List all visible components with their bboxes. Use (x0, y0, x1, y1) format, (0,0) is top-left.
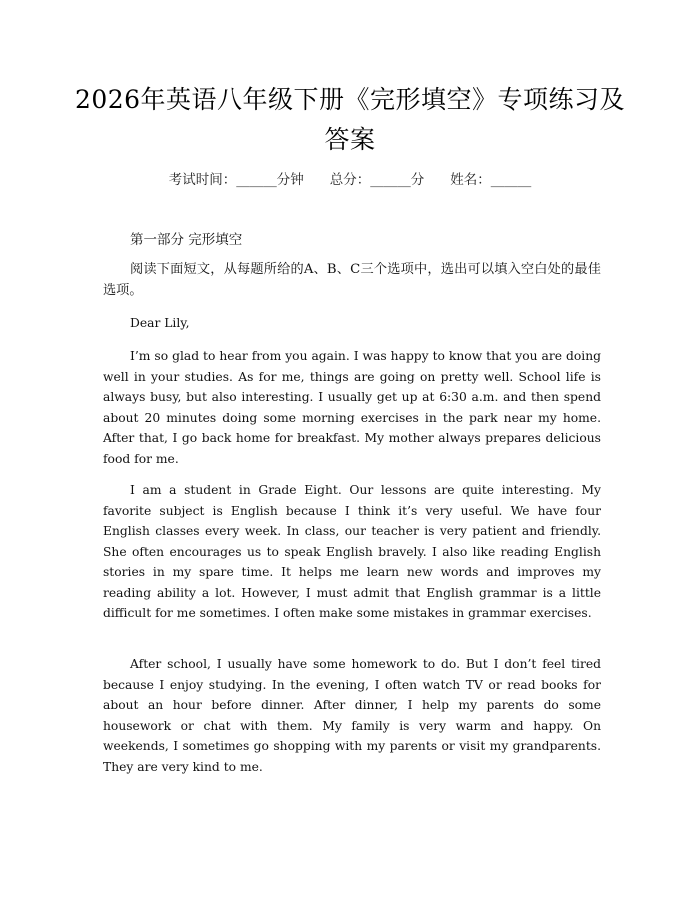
letter-greeting: Dear Lily, (130, 316, 190, 330)
time-unit: 分钟 (276, 172, 304, 188)
letter-paragraph: After school, I usually have some homework to do. But I don’t feel tired because I enjoy studying. In the evening, I often watch TV or read books for about an hour before dinner. After dinner, I help my parents do some housework or chat with them. My family is very warm and happy. On weekends, I sometimes go shopping with my parents or visit my grandparents. They are very kind to me. (103, 657, 601, 774)
exam-info-line (0, 168, 700, 188)
instruction-text: 阅读下面短文，从每题所给的A、B、C三个选项中，选出可以填入空白处的最佳选项。 (103, 262, 601, 298)
section-title: 第一部分 完形填空 (130, 232, 243, 248)
score-label: 总分： (329, 172, 371, 188)
score-unit: 分 (410, 172, 425, 188)
time-blank: ______ (236, 172, 277, 188)
name-blank: ______ (490, 172, 532, 188)
letter-paragraph: I am a student in Grade Eight. Our lessons are quite interesting. My favorite subject is English because I think it’s very useful. We have four English classes every week. In class, our teacher is very patient and friendly. She often encourages us to speak English bravely. I also like reading English stories in my spare time. It helps me learn new words and improves my reading ability a lot. However, I must admit that English grammar is a little difficult for me sometimes. I often make some mistakes in grammar exercises. (103, 483, 601, 620)
name-label: 姓名： (450, 172, 491, 188)
score-blank: ______ (370, 172, 411, 188)
time-label: 考试时间： (168, 172, 237, 188)
document-title: 2026年英语八年级下册《完形填空》专项练习及答案 (74, 85, 626, 154)
letter-paragraph: I’m so glad to hear from you again. I was happy to know that you are doing well in your studies. As for me, things are going on pretty well. School life is always busy, but also interesting. I usually get up at 6:30 a.m. and then spend about 20 minutes doing some morning exercises in the park near my home. After that, I go back home for breakfast. My mother always prepares delicious food for me. (103, 349, 601, 466)
